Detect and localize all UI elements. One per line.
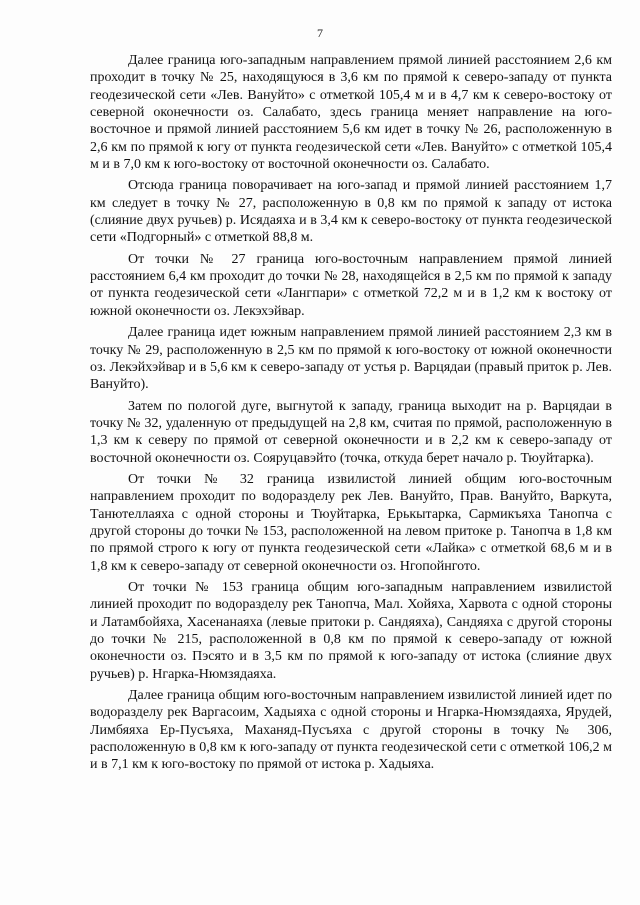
paragraph-5: Затем по пологой дуге, выгнутой к западу, граница выходит на р. Варцядаи в точку № 32, удаленную от предыдущей на 2,8 км, считая по прямой, расположенную в 1,3 км к северу по прямой от северной оконечности и в 2,2 км к северо-западу от восточной оконечности оз. Сояруцавэйто (точка, откуда берет начало р. Тюуйтарка). xyxy=(90,398,612,466)
paragraph-2: Отсюда граница поворачивает на юго-запад и прямой линией расстоянием 1,7 км следует в точку № 27, расположенную в 0,8 км по прямой к западу от истока (слияние двух ручьев) р. Исядаяха и в 3,4 км к северо-востоку от пункта геодезической сети «Подгорный» с отметкой 88,8 м. xyxy=(90,178,612,246)
document-body xyxy=(90,52,612,778)
paragraph-6: От точки № 32 граница извилистой линией общим юго-восточным направлением проходит по водоразделу рек Лев. Вануйто, Прав. Вануйто, Варкута, Танютеллаяха с одной стороны и Тюуйтарка, Ерькытарка, Сармикъяха Танопча с другой стороны до точки № 153, расположенной на левом притоке р. Танопча в 1,8 км по прямой строго к югу от пункта геодезической сети «Лайка» с отметкой 68,6 м и в 1,8 км к северо-западу от северной оконечности оз. Нгопойнгото. xyxy=(90,471,612,574)
paragraph-8: Далее граница общим юго-восточным направлением извилистой линией идет по водоразделу рек Варгасоим, Хадыяха с одной стороны и Нгарка-Нюмзядаяха, Ярудей, Лимбяяха Ер-Пусъяха, Маханяд-Пусъяха с другой стороны в точку № 306, расположенную в 0,8 км к юго-западу от пункта геодезической сети с отметкой 106,2 м и в 7,1 км к юго-востоку по прямой от истока р. Хадыяха. xyxy=(90,688,612,773)
paragraph-3: От точки № 27 граница юго-восточным направлением прямой линией расстоянием 6,4 км проходит до точки № 28, находящейся в 2,5 км по прямой к западу от пункта геодезической сети «Лангпари» с отметкой 72,2 м и в 1,2 км к востоку от южной оконечности оз. Лекэхэйвар. xyxy=(90,251,612,319)
paragraph-4: Далее граница идет южным направлением прямой линией расстоянием 2,3 км в точку № 29, расположенную в 2,5 км по прямой к юго-востоку от южной оконечности оз. Лекэйхэйвар и в 5,6 км к северо-западу от устья р. Варцядаи (правый приток р. Лев. Вануйто). xyxy=(90,325,612,393)
page-number: 7 xyxy=(317,26,323,40)
paragraph-7: От точки № 153 граница общим юго-западным направлением извилистой линией проходит по водоразделу рек Танопча, Мал. Хойяха, Харвота с одной стороны и Латамбойяха, Хасенанаяха (левые притоки р. Сандяяха), Сандяяха с другой стороны до точки № 215, расположенной в 0,8 км по прямой к северо-западу от южной оконечности оз. Пэсято и в 3,5 км по прямой к юго-западу от истока (слияние двух ручьев) р. Нгарка-Нюмзядаяха. xyxy=(90,579,612,682)
paragraph-1: Далее граница юго-западным направлением прямой линией расстоянием 2,6 км проходит в точку № 25, находящуюся в 3,6 км по прямой к северо-западу от пункта геодезической сети «Лев. Вануйто» с отметкой 105,4 м и в 4,7 км к северо-востоку от северной оконечности оз. Салабато, здесь граница меняет направление на юго-восточное и прямой линией расстоянием 5,6 км идет в точку № 26, расположенную в 2,6 км по прямой к югу от пункта геодезической сети «Лев. Вануйто» с отметкой 105,4 м и в 7,0 км к юго-востоку от восточной оконечности оз. Салабато. xyxy=(90,53,612,173)
